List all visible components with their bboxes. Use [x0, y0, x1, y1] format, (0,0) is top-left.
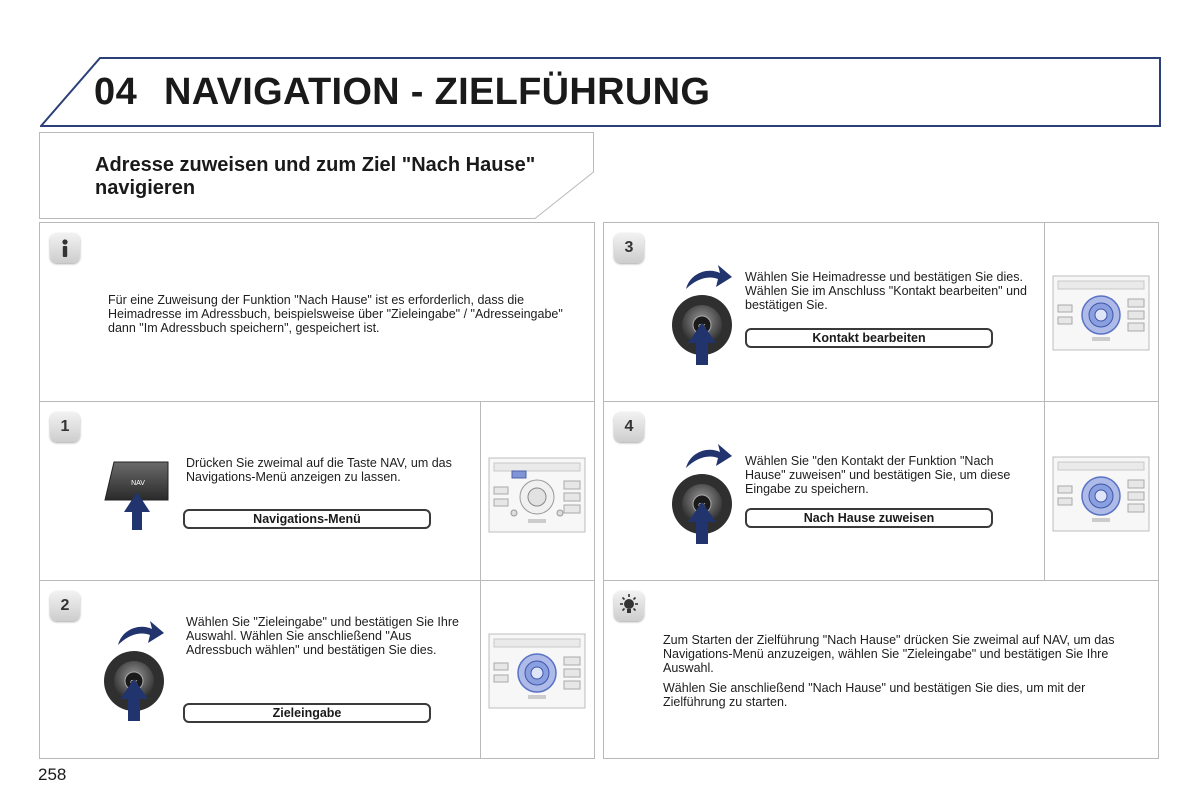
- chapter-number: 04: [94, 71, 138, 113]
- divider: [480, 402, 481, 580]
- step-2-panel: [39, 580, 595, 759]
- nav-key-icon: [102, 458, 172, 538]
- radio-panel-image: [488, 457, 586, 538]
- step-4-panel: [603, 401, 1159, 581]
- info-panel: [39, 222, 595, 402]
- divider: [480, 581, 481, 758]
- kontakt-bearbeiten-label: Kontakt bearbeiten: [745, 328, 993, 348]
- step-4-text: Wählen Sie "den Kontakt der Funktion "Nach Hause" zuweisen" und bestätigen Sie, um diese Eingabe zu speichern.: [745, 454, 1011, 496]
- nav-key-label: NAV: [131, 480, 145, 487]
- step-3-panel: [603, 222, 1159, 402]
- step-1-text: Drücken Sie zweimal auf die Taste NAV, um das Navigations-Menü anzeigen zu lassen.: [186, 456, 452, 484]
- tip-paragraph-1: Zum Starten der Zielführung "Nach Hause" drücken Sie zweimal auf NAV, um das Navigations-Menü anzuzeigen, wählen Sie "Zieleingabe" und bestätigen Sie Ihre Auswahl.: [663, 633, 1115, 675]
- step-3-number: 3: [614, 233, 644, 263]
- step-2-number: 2: [50, 591, 80, 621]
- rotary-knob-press-icon: [668, 259, 740, 374]
- rotary-knob-press-icon: [668, 438, 740, 553]
- tip-panel: [603, 580, 1159, 759]
- divider: [1044, 223, 1045, 401]
- page-number: 258: [38, 765, 67, 784]
- radio-panel-image: [1052, 275, 1150, 356]
- rotary-knob-press-icon: [100, 615, 172, 730]
- section-heading-box: [39, 132, 594, 219]
- step-3-text: Wählen Sie Heimadresse und bestätigen Sie dies. Wählen Sie im Anschluss "Kontakt bearbeiten" und bestätigen Sie.: [745, 270, 1027, 312]
- zieleingabe-label: Zieleingabe: [183, 703, 431, 723]
- info-text: Für eine Zuweisung der Funktion "Nach Hause" ist es erforderlich, dass die Heimadresse im Adressbuch, beispielsweise über "Zieleingabe" / "Adresseingabe" dann "Im Adressbuch speichern", gespeichert ist.: [108, 293, 563, 335]
- chapter-title: NAVIGATION - ZIELFÜHRUNG: [164, 71, 711, 113]
- section-title: Adresse zuweisen und zum Ziel "Nach Hause" navigieren: [95, 154, 536, 199]
- info-icon: [50, 233, 80, 263]
- radio-panel-image: [1052, 456, 1150, 537]
- step-1-number: 1: [50, 412, 80, 442]
- step-2-text: Wählen Sie "Zieleingabe" und bestätigen Sie Ihre Auswahl. Wählen Sie anschließend "Aus Adressbuch wählen" und bestätigen Sie dies.: [186, 615, 459, 657]
- step-1-panel: [39, 401, 595, 581]
- step-4-number: 4: [614, 412, 644, 442]
- radio-panel-image: [488, 633, 586, 714]
- lightbulb-icon: [614, 591, 644, 621]
- divider: [1044, 402, 1045, 580]
- tip-paragraph-2: Wählen Sie anschließend "Nach Hause" und bestätigen Sie dies, um mit der Zielführung zu starten.: [663, 681, 1086, 709]
- chapter-header: [40, 57, 1162, 127]
- navigations-menu-label: Navigations-Menü: [183, 509, 431, 529]
- nach-hause-zuweisen-label: Nach Hause zuweisen: [745, 508, 993, 528]
